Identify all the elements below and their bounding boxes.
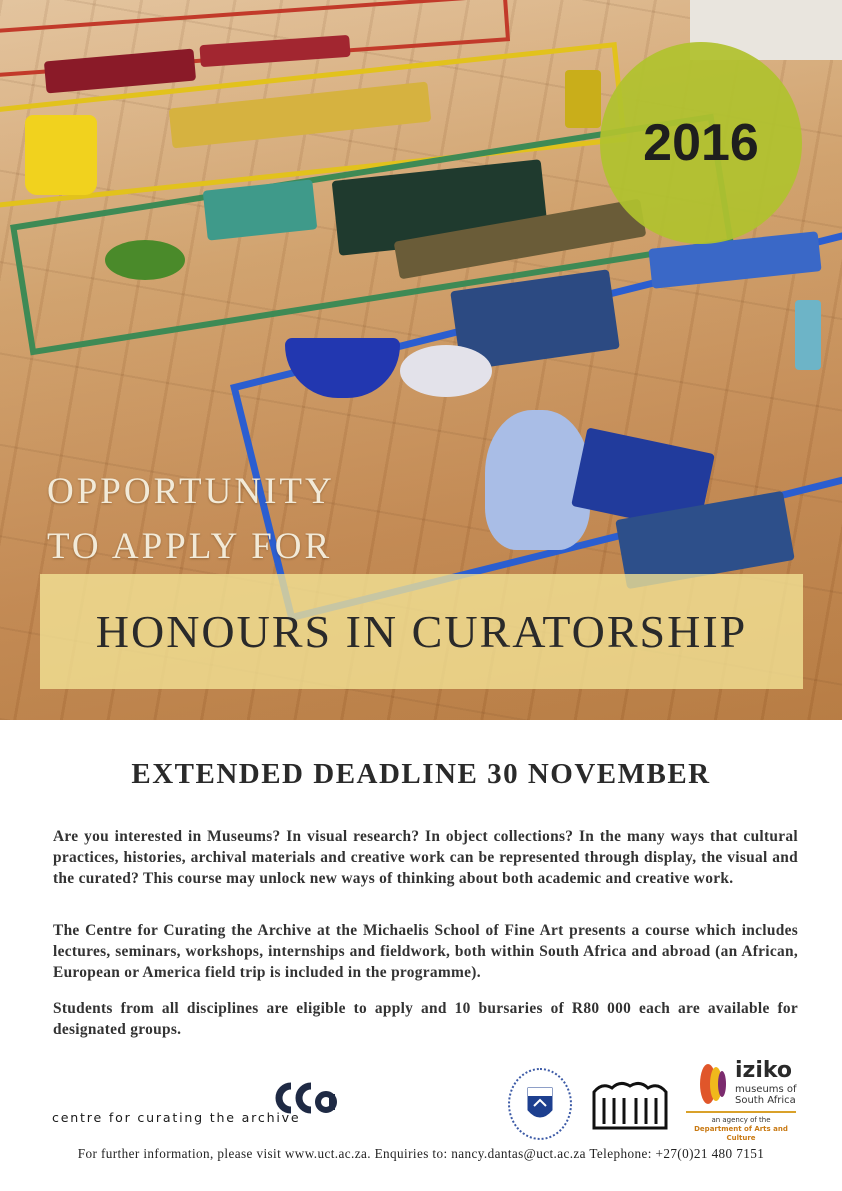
yellow-canister bbox=[565, 70, 601, 128]
iziko-subtitle: museums of South Africa bbox=[735, 1084, 797, 1106]
paragraph-bursaries: Students from all disciplines are eligible to apply and 10 bursaries of R80 000 each are available for designated groups. bbox=[53, 1000, 798, 1038]
opportunity-line: OPPORTUNITY bbox=[47, 471, 335, 512]
iziko-divider bbox=[686, 1111, 796, 1113]
deadline-heading: EXTENDED DEADLINE 30 NOVEMBER bbox=[131, 758, 711, 790]
paragraph-course: The Centre for Curating the Archive at the Michaelis School of Fine Art presents a course which includes lectures, seminars, workshops, internships and fieldwork, both within South Africa and abroad (an African, European or America field trip is included in the programme). bbox=[53, 922, 798, 981]
agency-block bbox=[686, 1116, 796, 1143]
agency-department: Department of Arts and Culture bbox=[694, 1125, 788, 1142]
paragraph-intro: Are you interested in Museums? In visual research? In object collections? In the many ways that cultural practices, histories, archival materials and creative work can be represented through display, the visual and the curated? This course may unlock new ways of thinking about both academic and creative work. bbox=[53, 828, 798, 887]
building-logo-icon bbox=[590, 1078, 670, 1130]
white-hat bbox=[400, 345, 492, 397]
iziko-mark-icon bbox=[699, 1062, 729, 1106]
iziko-wordmark: iziko bbox=[735, 1058, 793, 1083]
green-colander bbox=[105, 240, 185, 280]
apply-for-line: TO APPLY FOR bbox=[47, 526, 333, 567]
cca-name: centre for curating the archive bbox=[52, 1110, 301, 1125]
footer-contact: For further information, please visit www.uct.ac.za. Enquiries to: nancy.dantas@uct.ac.za Telephone: +27(0)21 480 7151 bbox=[77, 1146, 765, 1161]
program-banner bbox=[40, 574, 803, 689]
year-text: 2016 bbox=[643, 114, 759, 172]
blue-plush-toy bbox=[485, 410, 590, 550]
blue-bottle bbox=[795, 300, 821, 370]
agency-line: an agency of the bbox=[711, 1116, 771, 1124]
year-badge bbox=[600, 42, 802, 244]
program-title: HONOURS IN CURATORSHIP bbox=[95, 606, 748, 657]
uct-seal-icon bbox=[508, 1068, 572, 1140]
yellow-bucket bbox=[25, 115, 97, 195]
